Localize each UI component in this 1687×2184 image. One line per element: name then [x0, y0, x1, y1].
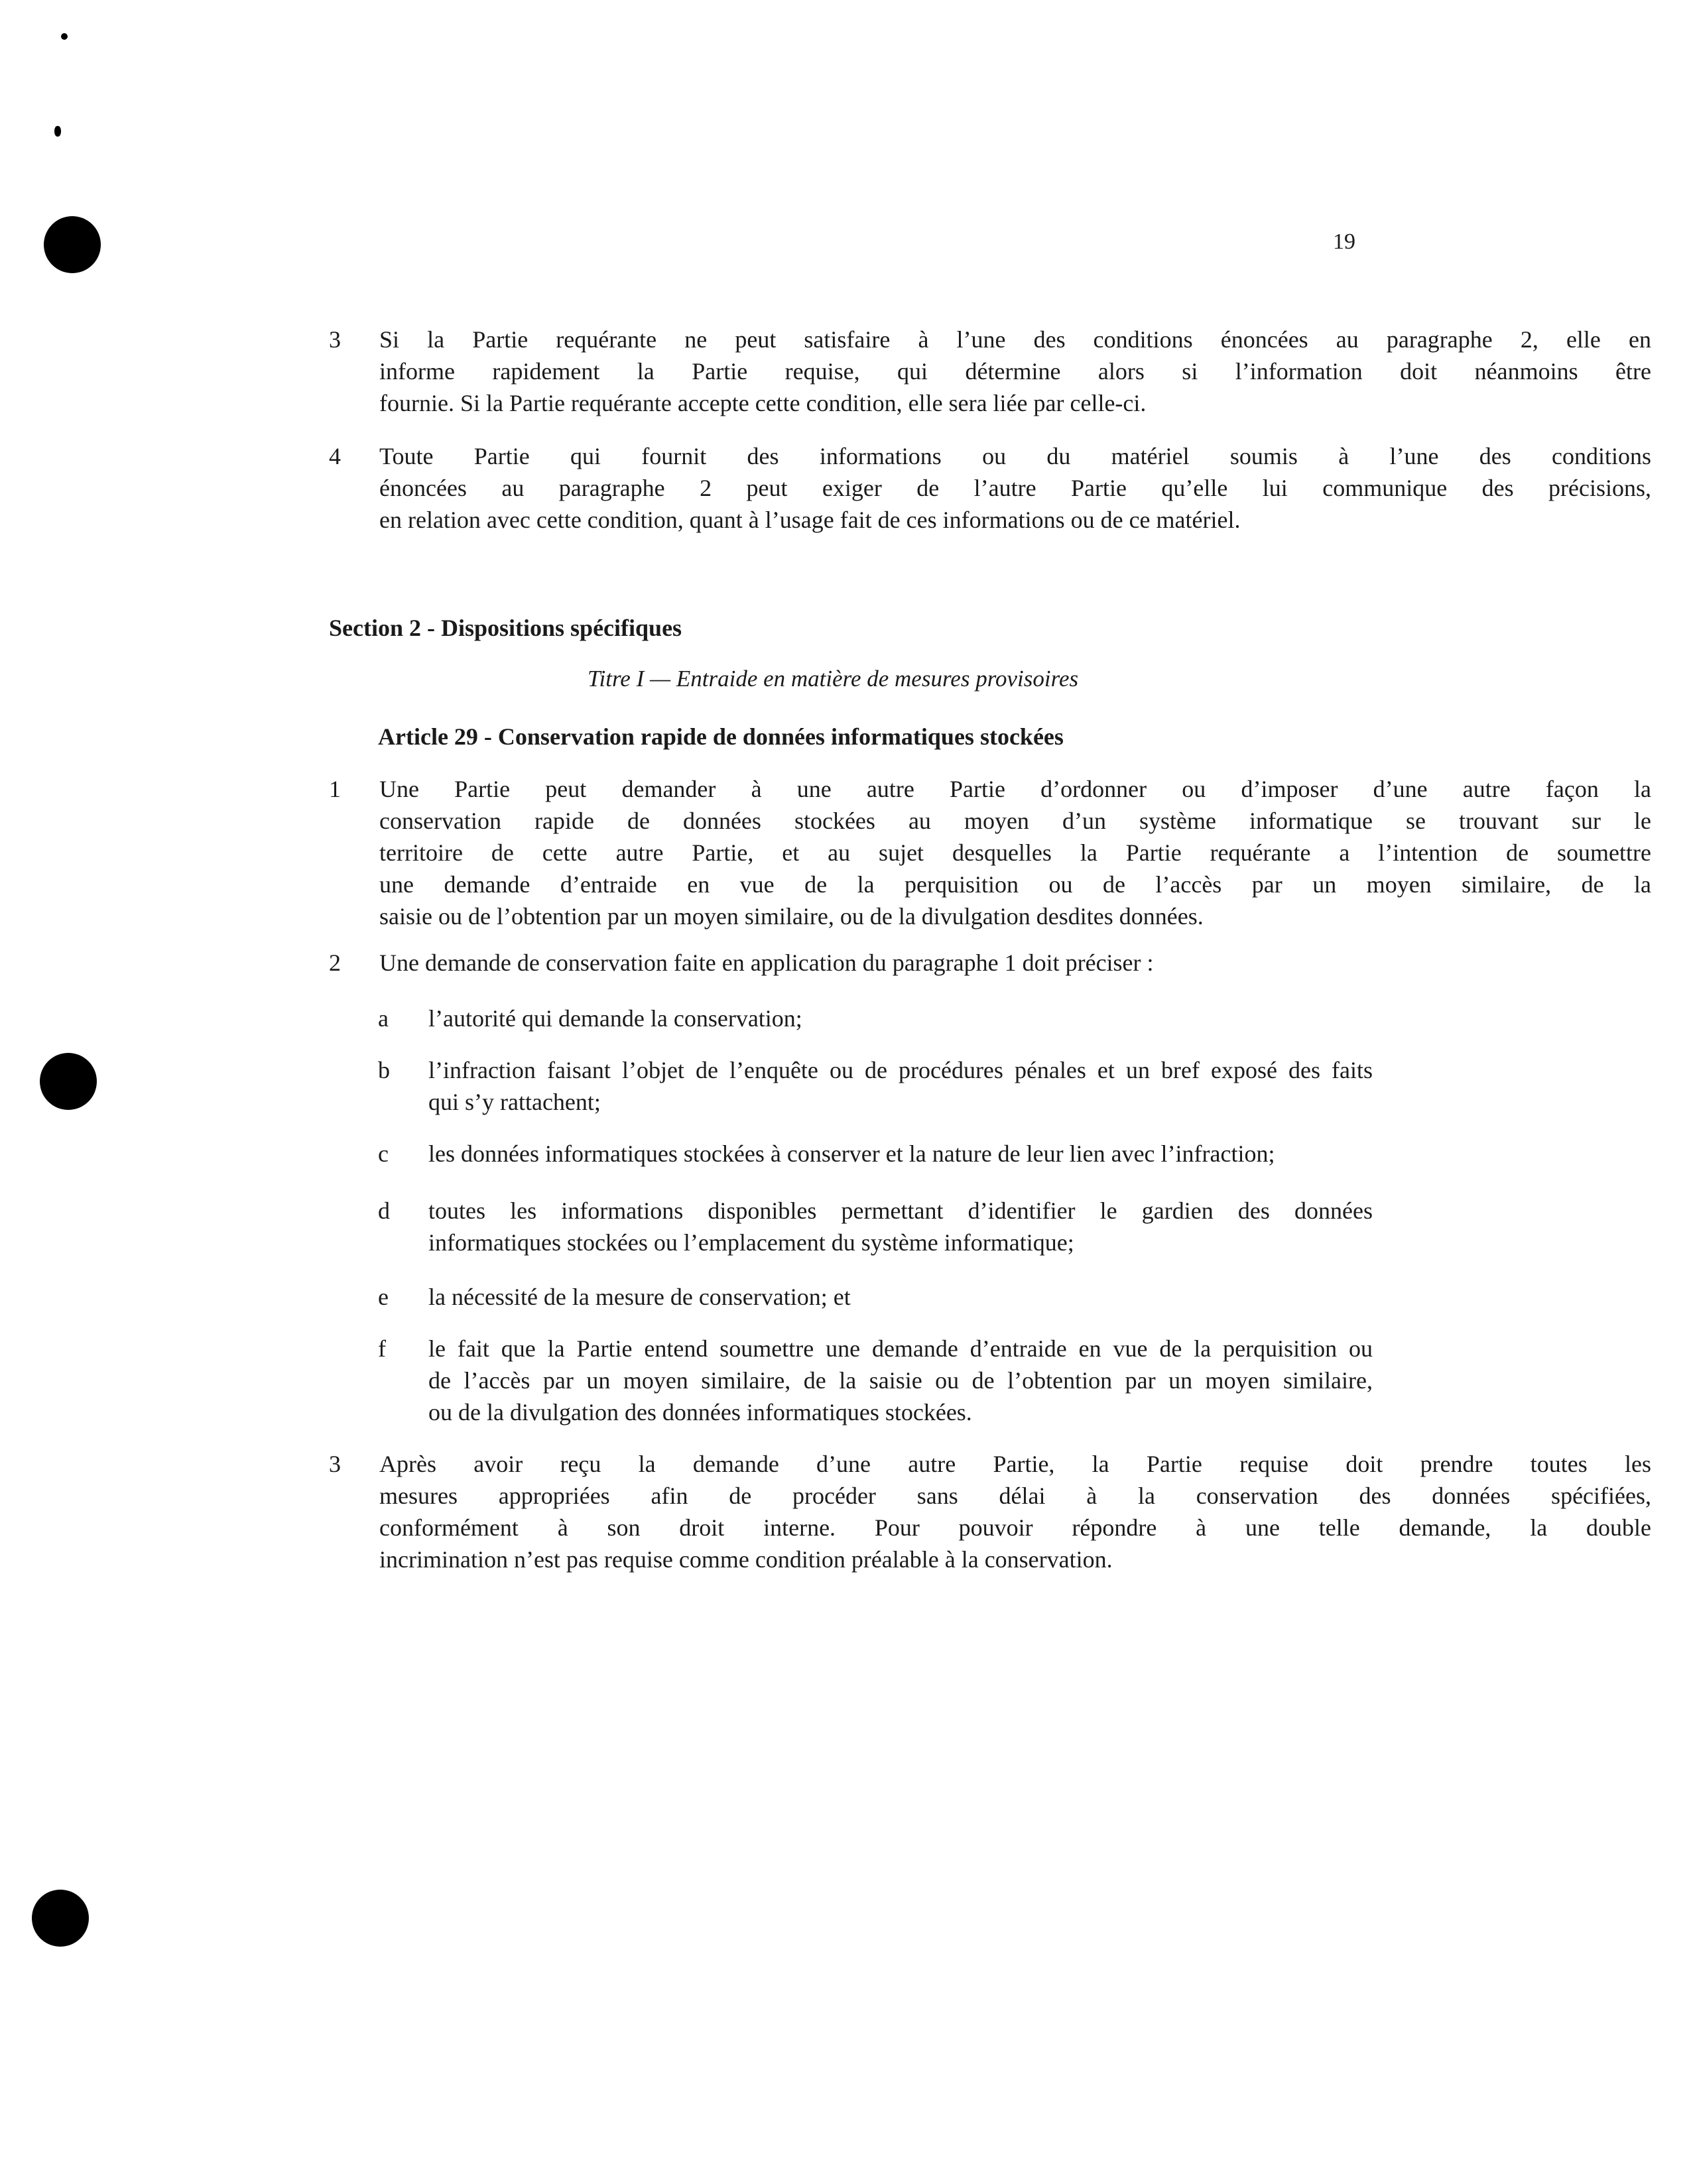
- list-item-text: [428, 1138, 1373, 1170]
- page-number: 19: [1333, 229, 1355, 254]
- text-line: Si la Partie requérante ne peut satisfaire à l’une des conditions énoncées au paragraphe 2, elle en: [379, 326, 1651, 353]
- text-line: mesures appropriées afin de procéder sans délai à la conservation des données spécifiées,: [379, 1483, 1651, 1509]
- list-item-text: [428, 1002, 1373, 1034]
- paragraph-text: [379, 947, 1651, 979]
- text-line: fournie. Si la Partie requérante accepte cette condition, elle sera liée par celle-ci.: [379, 390, 1147, 416]
- text-line: l’infraction faisant l’objet de l’enquête ou de procédures pénales et un bref exposé des faits: [428, 1057, 1373, 1083]
- paragraph-number: 3: [329, 326, 341, 353]
- paragraph-number: 4: [329, 443, 341, 469]
- text-line: informe rapidement la Partie requise, qui détermine alors si l’information doit néanmoins être: [379, 358, 1651, 385]
- text-line: le fait que la Partie entend soumettre une demande d’entraide en vue de la perquisition ou: [428, 1335, 1373, 1362]
- text-line: énoncées au paragraphe 2 peut exiger de l’autre Partie qu’elle lui communique des précisions,: [379, 475, 1651, 501]
- paragraph-number: 1: [329, 776, 341, 802]
- text-line: Une Partie peut demander à une autre Partie d’ordonner ou d’imposer d’une autre façon la: [379, 776, 1651, 802]
- text-line: toutes les informations disponibles permettant d’identifier le gardien des données: [428, 1197, 1373, 1224]
- punch-hole: [44, 216, 101, 273]
- list-item-text: [428, 1281, 1373, 1313]
- text-line: les données informatiques stockées à conserver et la nature de leur lien avec l’infraction;: [428, 1140, 1275, 1167]
- text-line: la nécessité de la mesure de conservation; et: [428, 1284, 851, 1310]
- paragraph-text: [379, 440, 1651, 536]
- text-line: Toute Partie qui fournit des informations ou du matériel soumis à l’une des conditions: [379, 443, 1651, 469]
- section-heading: Section 2 - Dispositions spécifiques: [329, 615, 682, 641]
- list-item-letter: b: [378, 1057, 390, 1083]
- scan-speck: [61, 33, 68, 40]
- text-line: ou de la divulgation des données informatiques stockées.: [428, 1399, 972, 1426]
- text-line: en relation avec cette condition, quant à l’usage fait de ces informations ou de ce matériel.: [379, 507, 1241, 533]
- list-item-letter: f: [378, 1335, 386, 1362]
- text-line: informatiques stockées ou l’emplacement du système informatique;: [428, 1229, 1074, 1256]
- text-line: l’autorité qui demande la conservation;: [428, 1005, 802, 1032]
- list-item-letter: c: [378, 1140, 389, 1167]
- text-line: qui s’y rattachent;: [428, 1089, 601, 1115]
- paragraph-number: 2: [329, 949, 341, 976]
- text-line: une demande d’entraide en vue de la perquisition ou de l’accès par un moyen similaire, de la: [379, 871, 1651, 898]
- titre-heading: Titre I — Entraide en matière de mesures provisoires: [588, 666, 1079, 692]
- list-item-letter: e: [378, 1284, 389, 1310]
- punch-hole: [32, 1890, 89, 1947]
- paragraph-text: [379, 773, 1651, 932]
- text-line: Une demande de conservation faite en application du paragraphe 1 doit préciser :: [379, 949, 1154, 976]
- text-line: Après avoir reçu la demande d’une autre Partie, la Partie requise doit prendre toutes les: [379, 1451, 1651, 1477]
- paragraph-text: [379, 1448, 1651, 1575]
- list-item-text: [428, 1054, 1373, 1118]
- list-item-text: [428, 1333, 1373, 1428]
- text-line: incrimination n’est pas requise comme condition préalable à la conservation.: [379, 1546, 1113, 1573]
- text-line: de l’accès par un moyen similaire, de la saisie ou de l’obtention par un moyen similaire,: [428, 1367, 1373, 1394]
- paragraph-number: 3: [329, 1451, 341, 1477]
- paragraph-text: [379, 324, 1651, 419]
- list-item-text: [428, 1195, 1373, 1258]
- text-line: saisie ou de l’obtention par un moyen similaire, ou de la divulgation desdites données.: [379, 903, 1204, 930]
- text-line: territoire de cette autre Partie, et au sujet desquelles la Partie requérante a l’intention de soumettre: [379, 839, 1651, 866]
- text-line: conformément à son droit interne. Pour pouvoir répondre à une telle demande, la double: [379, 1514, 1651, 1541]
- list-item-letter: d: [378, 1197, 390, 1224]
- punch-hole: [40, 1053, 97, 1110]
- scan-speck: [54, 126, 61, 137]
- article-heading: Article 29 - Conservation rapide de données informatiques stockées: [378, 723, 1064, 750]
- text-line: conservation rapide de données stockées au moyen d’un système informatique se trouvant sur le: [379, 808, 1651, 834]
- list-item-letter: a: [378, 1005, 389, 1032]
